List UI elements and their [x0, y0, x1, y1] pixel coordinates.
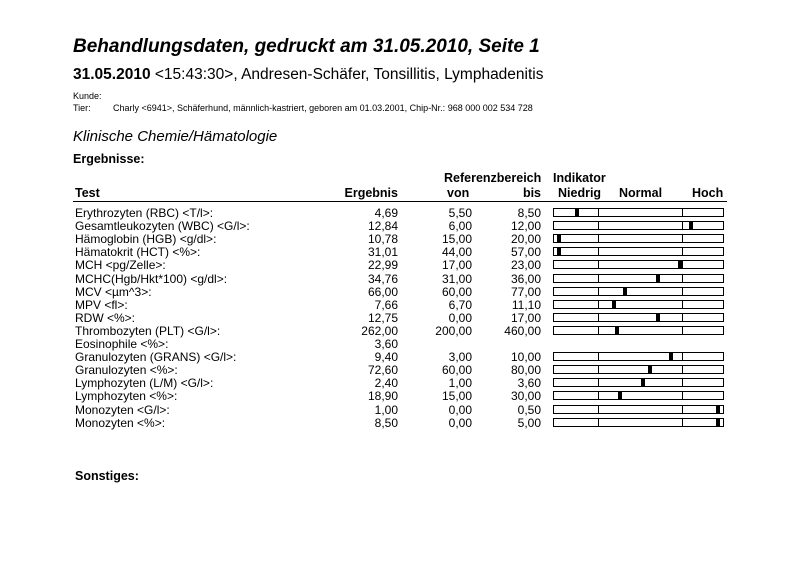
- test-cell: Lymphozyten (L/M) <G/l>:: [75, 376, 214, 391]
- test-cell: MCHC(Hgb/Hkt*100) <g/dl>:: [75, 271, 228, 286]
- result-cell: 1,00: [374, 402, 398, 417]
- test-cell: Erythrozyten (RBC) <T/l>:: [75, 206, 214, 220]
- table-row: [0, 312, 800, 325]
- indicator-divider: [682, 419, 683, 426]
- indicator-bar: [553, 300, 724, 309]
- ref-from-cell: 15,00: [441, 389, 472, 404]
- indicator-bar: [553, 221, 724, 230]
- ref-to-cell: 30,00: [510, 389, 541, 404]
- header-ergebnis: Ergebnis: [344, 186, 398, 200]
- indicator-marker: [618, 392, 622, 399]
- table-row: [0, 351, 800, 364]
- indicator-divider: [682, 288, 683, 295]
- test-cell: Hämoglobin (HGB) <g/dl>:: [75, 232, 217, 247]
- indicator-marker: [623, 288, 627, 295]
- ref-to-cell: 11,10: [511, 297, 541, 312]
- test-cell: Monozyten <%>:: [75, 415, 166, 430]
- result-cell: 22,99: [367, 258, 398, 273]
- indicator-divider: [682, 222, 683, 229]
- indicator-divider: [682, 366, 683, 373]
- indicator-marker: [669, 353, 673, 360]
- ref-from-cell: 31,00: [441, 271, 472, 286]
- indicator-divider: [598, 366, 599, 373]
- table-row: [0, 364, 800, 377]
- table-row: [0, 338, 800, 351]
- indicator-bar: [553, 234, 724, 243]
- header-niedrig: Niedrig: [558, 186, 602, 200]
- table-row: [0, 377, 800, 390]
- indicator-bar: [553, 391, 724, 400]
- ref-from-cell: 200,00: [435, 323, 472, 338]
- result-cell: 18,90: [367, 389, 398, 404]
- indicator-divider: [682, 379, 683, 386]
- ref-to-cell: 3,60: [517, 376, 541, 391]
- header-von: von: [447, 186, 470, 200]
- table-row: [0, 273, 800, 286]
- ref-to-cell: 8,50: [517, 206, 541, 220]
- indicator-marker: [656, 314, 660, 321]
- indicator-bar: [553, 418, 724, 427]
- indicator-divider: [598, 392, 599, 399]
- indicator-divider: [598, 314, 599, 321]
- indicator-marker: [689, 222, 693, 229]
- result-cell: 9,40: [374, 350, 398, 365]
- result-cell: 8,50: [374, 415, 398, 430]
- indicator-bar: [553, 352, 724, 361]
- indicator-divider: [598, 379, 599, 386]
- header-bis: bis: [522, 186, 541, 200]
- patient-details: <15:43:30>, Andresen-Schäfer, Tonsillitis, Lymphadenitis: [150, 66, 544, 83]
- indicator-marker: [557, 235, 561, 242]
- test-cell: MPV <fl>:: [75, 297, 128, 312]
- result-cell: 34,76: [367, 271, 398, 286]
- ref-to-cell: 80,00: [510, 363, 541, 378]
- result-cell: 262,00: [361, 323, 398, 338]
- indicator-marker: [557, 248, 561, 255]
- indicator-bar: [553, 313, 724, 322]
- table-row: [0, 233, 800, 246]
- ref-from-cell: 3,00: [448, 350, 472, 365]
- ref-to-cell: 17,00: [510, 310, 541, 325]
- document-title: Behandlungsdaten, gedruckt am 31.05.2010, Seite 1: [73, 36, 540, 57]
- ref-to-cell: 20,00: [510, 232, 541, 247]
- header-hoch: Hoch: [692, 186, 724, 200]
- ref-from-cell: 0,00: [448, 402, 472, 417]
- ref-to-cell: 77,00: [510, 284, 541, 299]
- tier-value: Charly <6941>, Schäferhund, männlich-kastriert, geboren am 01.03.2001, Chip-Nr.: 968 000 002 534 728: [113, 103, 533, 113]
- ref-from-cell: 0,00: [448, 310, 472, 325]
- header-test: Test: [75, 186, 100, 200]
- indicator-marker: [716, 406, 720, 413]
- ref-to-cell: 460,00: [504, 323, 541, 338]
- indicator-divider: [598, 419, 599, 426]
- ref-from-cell: 6,70: [448, 297, 472, 312]
- result-cell: 7,66: [374, 297, 398, 312]
- indicator-marker: [612, 301, 616, 308]
- indicator-divider: [598, 248, 599, 255]
- indicator-divider: [598, 353, 599, 360]
- table-row: [0, 207, 800, 220]
- indicator-bar: [553, 208, 724, 217]
- indicator-divider: [682, 327, 683, 334]
- indicator-divider: [598, 301, 599, 308]
- table-row: [0, 417, 800, 430]
- ref-from-cell: 1,00: [448, 376, 472, 391]
- result-cell: 3,60: [374, 337, 398, 351]
- indicator-divider: [682, 275, 683, 282]
- result-cell: 66,00: [367, 284, 398, 299]
- indicator-marker: [678, 261, 682, 268]
- ref-to-cell: 23,00: [510, 258, 541, 273]
- ref-from-cell: 5,50: [448, 206, 472, 220]
- header-normal: Normal: [619, 186, 663, 200]
- table-row: [0, 246, 800, 259]
- table-row: [0, 325, 800, 338]
- indicator-divider: [598, 261, 599, 268]
- result-cell: 12,75: [367, 310, 398, 325]
- test-cell: MCV <µm^3>:: [75, 284, 152, 299]
- print-date: 31.05.2010: [73, 66, 151, 83]
- indicator-divider: [682, 261, 683, 268]
- indicator-bar: [553, 287, 724, 296]
- header-indikator: Indikator: [553, 171, 606, 185]
- result-cell: 31,01: [367, 245, 398, 260]
- table-header: [0, 170, 800, 200]
- result-cell: 2,40: [374, 376, 398, 391]
- ref-from-cell: 60,00: [441, 284, 472, 299]
- test-cell: Gesamtleukozyten (WBC) <G/l>:: [75, 219, 250, 234]
- indicator-divider: [682, 235, 683, 242]
- indicator-divider: [682, 353, 683, 360]
- ref-from-cell: 44,00: [441, 245, 472, 260]
- test-cell: Granulozyten <%>:: [75, 363, 178, 378]
- indicator-divider: [682, 248, 683, 255]
- indicator-bar: [553, 378, 724, 387]
- indicator-bar: [553, 247, 724, 256]
- result-cell: 4,69: [374, 206, 398, 220]
- indicator-bar: [553, 326, 724, 335]
- indicator-bar: [553, 405, 724, 414]
- results-label: Ergebnisse:: [73, 152, 145, 166]
- indicator-marker: [615, 327, 619, 334]
- indicator-divider: [598, 275, 599, 282]
- section-title: Klinische Chemie/Hämatologie: [73, 128, 278, 145]
- table-row: [0, 286, 800, 299]
- test-cell: Lymphozyten <%>:: [75, 389, 178, 404]
- indicator-bar: [553, 365, 724, 374]
- kunde-label: Kunde:: [73, 91, 102, 101]
- test-cell: Hämatokrit (HCT) <%>:: [75, 245, 201, 260]
- ref-from-cell: 0,00: [448, 415, 472, 430]
- test-cell: Eosinophile <%>:: [75, 337, 169, 351]
- ref-to-cell: 5,00: [517, 415, 541, 430]
- table-row: [0, 299, 800, 312]
- header-rule: [73, 201, 727, 202]
- ref-to-cell: 0,50: [517, 402, 541, 417]
- ref-to-cell: 36,00: [510, 271, 541, 286]
- indicator-bar: [553, 274, 724, 283]
- header-referenzbereich: Referenzbereich: [444, 171, 542, 185]
- tier-label: Tier:: [73, 103, 91, 113]
- table-row: [0, 220, 800, 233]
- table-row: [0, 390, 800, 403]
- ref-from-cell: 17,00: [441, 258, 472, 273]
- result-cell: 72,60: [367, 363, 398, 378]
- test-cell: RDW <%>:: [75, 310, 136, 325]
- indicator-divider: [598, 288, 599, 295]
- table-row: [0, 404, 800, 417]
- test-cell: Monozyten <G/l>:: [75, 402, 170, 417]
- indicator-divider: [598, 209, 599, 216]
- patient-line: [73, 66, 544, 84]
- ref-from-cell: 60,00: [441, 363, 472, 378]
- ref-from-cell: 6,00: [448, 219, 472, 234]
- indicator-marker: [648, 366, 652, 373]
- indicator-divider: [682, 314, 683, 321]
- indicator-divider: [682, 301, 683, 308]
- indicator-divider: [598, 327, 599, 334]
- indicator-bar: [553, 260, 724, 269]
- ref-to-cell: 10,00: [510, 350, 541, 365]
- sonstiges-label: Sonstiges:: [75, 469, 139, 483]
- table-row: [0, 259, 800, 272]
- indicator-marker: [716, 419, 720, 426]
- indicator-marker: [575, 209, 579, 216]
- ref-to-cell: 12,00: [510, 219, 541, 234]
- test-cell: Thrombozyten (PLT) <G/l>:: [75, 323, 221, 338]
- indicator-marker: [656, 275, 660, 282]
- test-cell: Granulozyten (GRANS) <G/l>:: [75, 350, 237, 365]
- indicator-divider: [682, 392, 683, 399]
- ref-from-cell: 15,00: [441, 232, 472, 247]
- indicator-divider: [598, 222, 599, 229]
- indicator-divider: [598, 235, 599, 242]
- indicator-divider: [682, 406, 683, 413]
- result-cell: 10,78: [367, 232, 398, 247]
- ref-to-cell: 57,00: [510, 245, 541, 260]
- indicator-marker: [641, 379, 645, 386]
- indicator-divider: [682, 209, 683, 216]
- indicator-divider: [598, 406, 599, 413]
- test-cell: MCH <pg/Zelle>:: [75, 258, 166, 273]
- result-cell: 12,84: [367, 219, 398, 234]
